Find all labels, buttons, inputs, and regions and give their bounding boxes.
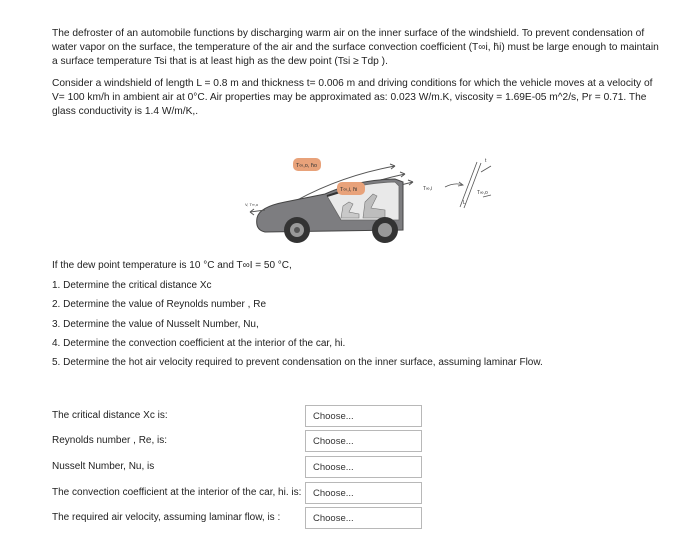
problem-paragraph-2: Consider a windshield of length L = 0.8 m and thickness t= 0.006 m and driving conditions for which the vehicle moves at a velocity of V= 100 km/h in ambient air at 0°C. Air properties may be approximated as: 0.023 W/m.K, viscosity = 1.69E-05 m^2/s, Pr = 0.71. The glass conductivity is 1.4 W/m/K,. xyxy=(52,78,653,118)
answer-row-convection xyxy=(52,482,432,506)
question-1: 1. Determine the critical distance Xc xyxy=(52,280,212,291)
given-conditions: If the dew point temperature is 10 °C and T∞I = 50 °C, xyxy=(52,260,292,271)
answer-row-nusselt xyxy=(52,456,432,480)
label-velocity: V, T∞,o xyxy=(245,202,259,207)
label-t-inf-o: T∞,o xyxy=(477,190,488,196)
question-5: 5. Determine the hot air velocity required to prevent condensation on the inner surface, assuming laminar Flow. xyxy=(52,357,543,368)
answer-label-velocity: The required air velocity, assuming laminar flow, is : xyxy=(52,512,281,523)
question-3: 3. Determine the value of Nusselt Number, Nu, xyxy=(52,319,259,330)
answer-label-nusselt: Nusselt Number, Nu, is xyxy=(52,461,155,472)
label-inner-conditions: T∞,i, h̄i xyxy=(340,187,358,193)
answer-label-reynolds: Reynolds number , Re, is: xyxy=(52,435,168,446)
label-thickness: t xyxy=(485,158,487,164)
answer-label-critical-distance: The critical distance Xc is: xyxy=(52,410,168,421)
problem-paragraph-1: The defroster of an automobile functions by discharging warm air on the inner surface of the windshield. To prevent condensation of water vapor on the surface, the temperature of the air and the surface convection coefficient (T∞i, h̄i) must be large enough to maintain a surface temperature Tsi that is at least high as the dew point (Tsi ≥ Tdp ). xyxy=(52,28,659,68)
question-4: 4. Determine the convection coefficient at the interior of the car, hi. xyxy=(52,338,346,349)
answer-row-critical-distance xyxy=(52,405,432,429)
label-t-inf-i: T∞,i xyxy=(423,186,433,192)
air-velocity-select[interactable]: Choose... xyxy=(305,507,422,529)
label-outer-conditions: T∞,o, h̄o xyxy=(296,163,318,169)
label-length: L xyxy=(463,200,466,206)
question-2: 2. Determine the value of Reynolds number , Re xyxy=(52,299,266,310)
nusselt-number-select[interactable]: Choose... xyxy=(305,456,422,478)
convection-coefficient-select[interactable]: Choose... xyxy=(305,482,422,504)
critical-distance-select[interactable]: Choose... xyxy=(305,405,422,427)
answer-label-convection: The convection coefficient at the interior of the car, hi. is: xyxy=(52,487,302,498)
answer-row-reynolds xyxy=(52,430,432,454)
answer-row-velocity xyxy=(52,507,432,531)
reynolds-number-select[interactable]: Choose... xyxy=(305,430,422,452)
car-windshield-figure xyxy=(245,152,495,247)
windshield-detail xyxy=(445,162,491,208)
